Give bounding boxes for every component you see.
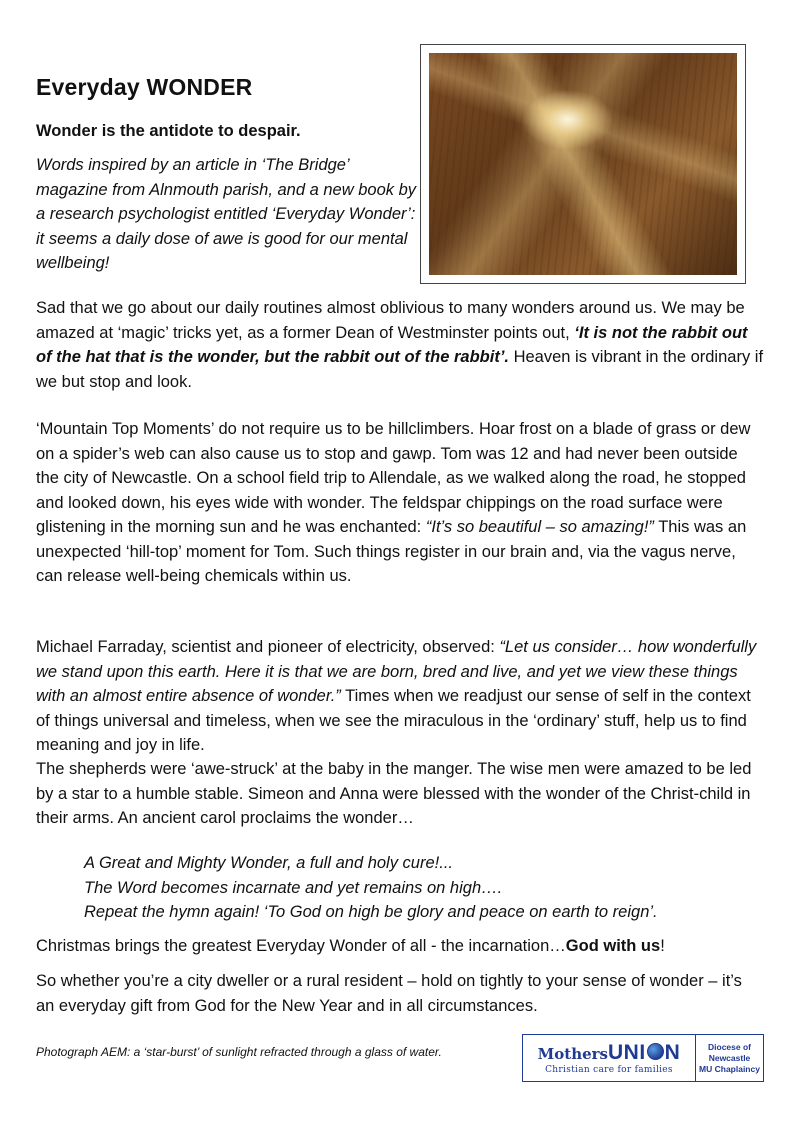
starburst-image — [429, 53, 737, 275]
logo-diocese-line-1: Diocese of — [708, 1041, 751, 1052]
page-title: Everyday WONDER — [36, 74, 253, 100]
paragraph-5-text-end: ! — [660, 937, 665, 955]
paragraph-5-bold: God with us — [565, 937, 661, 955]
photo-caption: Photograph AEM: a ‘star-burst’ of sunlight refracted through a glass of water. — [36, 1045, 442, 1059]
paragraph-2 — [36, 417, 764, 589]
starburst-photo — [420, 44, 746, 284]
intro-text: Words inspired by an article in ‘The Bridge’ magazine from Alnmouth parish, and a new book by a research psychologist entitled ‘Everyday Wonder’: it seems a daily dose of awe is good for our mental wellbeing! — [36, 156, 417, 272]
logo-tagline: Christian care for families — [545, 1064, 673, 1075]
paragraph-5-text: Christmas brings the greatest Everyday Wonder of all - the incarnation… — [36, 937, 566, 955]
paragraph-1 — [36, 296, 764, 394]
mothers-union-logo — [522, 1034, 764, 1082]
paragraph-3 — [36, 635, 764, 758]
paragraph-2-text-end: This was an unexpected ‘hill-top’ moment for Tom. Such things register in our brain and, via the vagus nerve, can release well-being chemicals within us. — [36, 518, 747, 585]
hymn-line-1: A Great and Mighty Wonder, a full and holy cure!... — [84, 854, 453, 872]
logo-brand-block — [523, 1035, 696, 1081]
logo-diocese-line-3: MU Chaplaincy — [699, 1063, 760, 1074]
logo-brand — [538, 1042, 681, 1063]
logo-diocese-block — [696, 1035, 763, 1081]
paragraph-4: The shepherds were ‘awe-struck’ at the baby in the manger. The wise men were amazed to be led by a star to a humble stable. Simeon and Anna were blessed with the wonder of the Christ-child in their arms. An ancient carol proclaims the wonder… — [36, 760, 752, 827]
paragraph-6: So whether you’re a city dweller or a rural resident – hold on tightly to your sense of wonder – it’s an everyday gift from God for the New Year and in all circumstances. — [36, 972, 742, 1015]
paragraph-3-text: Michael Farraday, scientist and pioneer of electricity, observed: — [36, 638, 500, 656]
hymn-quote — [84, 851, 764, 925]
paragraph-3-quote: “Let us consider… how wonderfully we stand upon this earth. Here it is that we are born, bred and live, and yet we view these things with an almost entire absence of wonder.” — [36, 638, 757, 705]
globe-icon — [647, 1043, 664, 1060]
logo-union-part-a: UNI — [608, 1040, 646, 1064]
logo-union-part-b: N — [664, 1040, 681, 1064]
logo-union-text — [608, 1042, 680, 1063]
paragraph-1-quote: ‘It is not the rabbit out of the hat that is the wonder, but the rabbit out of the rabbit’. — [36, 323, 748, 366]
hymn-line-3: Repeat the hymn again! ‘To God on high be glory and peace on earth to reign’. — [84, 903, 658, 921]
paragraph-1-text: Sad that we go about our daily routines almost oblivious to many wonders around us. We may be amazed at ‘magic’ tricks yet, as a former Dean of Westminster points out, — [36, 299, 745, 342]
paragraph-2-quote: “It’s so beautiful – so amazing!” — [425, 518, 654, 536]
logo-diocese-line-2: Newcastle — [708, 1052, 751, 1063]
paragraph-1-text-end: Heaven is vibrant in the ordinary if we but stop and look. — [36, 348, 764, 391]
logo-mothers-text: Mothers — [537, 1044, 608, 1063]
paragraph-5 — [36, 934, 764, 959]
hymn-line-2: The Word becomes incarnate and yet remains on high…. — [84, 878, 503, 897]
subtitle: Wonder is the antidote to despair. — [36, 122, 301, 140]
paragraph-2-text: ‘Mountain Top Moments’ do not require us to be hillclimbers. Hoar frost on a blade of grass or dew on a spider’s web can also cause us to stop and gawp. Tom was 12 and had never been outside the city of Newcastle. On a school field trip to Allendale, as we walked along the road, he stopped and looked down, his eyes wide with wonder. The feldspar chippings on the road surface were glistening in the morning sun and he was enchanted: — [36, 420, 751, 536]
paragraph-3-text-end: Times when we readjust our sense of self in the context of things universal and timeless, when we see the miraculous in the ‘ordinary’ stuff, help us to find meaning and joy in life. — [36, 687, 751, 754]
